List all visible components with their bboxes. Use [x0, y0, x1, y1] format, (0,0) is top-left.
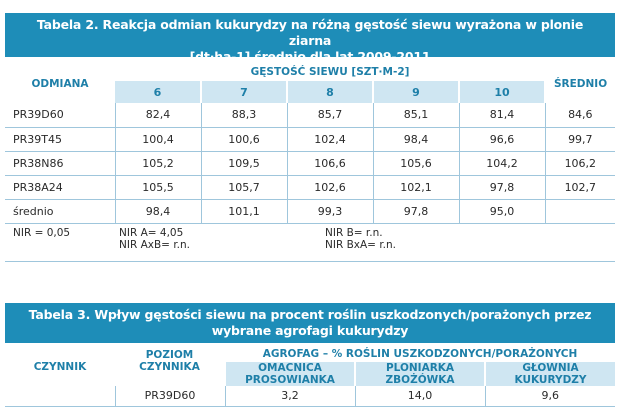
density-header: 6	[115, 81, 201, 103]
table-2-grid	[5, 57, 615, 262]
table-2-title	[5, 13, 615, 64]
nir-bxa: NIR BxA= r.n.	[325, 238, 397, 251]
table-row	[5, 386, 615, 406]
table-cell: 97,8	[373, 199, 459, 223]
table-3-title-line1: Tabela 3. Wpływ gęstości siewu na procent roślin uszkodzonych/porażonych przez	[28, 307, 592, 322]
table-cell: 95,0	[459, 199, 545, 223]
mean-cell: 84,6	[545, 103, 615, 127]
table-row	[5, 151, 615, 175]
row-label: PR39D60	[5, 103, 115, 127]
agrofag-subheader: PLONIARKA ZBOŻÓWKA	[355, 362, 485, 386]
table-cell: 102,4	[287, 127, 373, 151]
table-cell: 101,1	[201, 199, 287, 223]
table-cell: 99,3	[287, 199, 373, 223]
table-cell: 85,1	[373, 103, 459, 127]
table-cell: 9,6	[485, 386, 615, 406]
nir-b: NIR B= r.n.	[325, 226, 383, 239]
row-label: średnio	[5, 199, 115, 223]
table-cell: 98,4	[373, 127, 459, 151]
table-cell: 97,8	[459, 175, 545, 199]
nir-label: NIR = 0,05	[5, 223, 115, 261]
table-cell: 81,4	[459, 103, 545, 127]
mean-cell: 99,7	[545, 127, 615, 151]
col-header-czynnik: CZYNNIK	[33, 360, 87, 373]
table-cell: 105,5	[115, 175, 201, 199]
col-header-agrofag: AGROFAG – % ROŚLIN USZKODZONYCH/PORAŻONYCH	[262, 348, 578, 360]
table-cell: 106,6	[287, 151, 373, 175]
col-header-odmiana: ODMIANA	[31, 78, 89, 90]
density-header: 9	[373, 81, 459, 103]
table-cell: 85,7	[287, 103, 373, 127]
table-row	[5, 127, 615, 151]
table-row	[5, 103, 615, 127]
row-label: PR38N86	[5, 151, 115, 175]
nir-a-block	[115, 223, 287, 261]
poziom-cell: PR39D60	[115, 386, 225, 406]
table-cell: 105,7	[201, 175, 287, 199]
czynnik-cell	[5, 386, 115, 406]
table-2	[5, 13, 615, 262]
table-cell: 98,4	[115, 199, 201, 223]
table-cell: 14,0	[355, 386, 485, 406]
table-cell: 100,6	[201, 127, 287, 151]
table-cell: 105,6	[373, 151, 459, 175]
mean-cell: 102,7	[545, 175, 615, 199]
table-cell: 100,4	[115, 127, 201, 151]
agrofag-subheader: GŁOWNIA KUKURYDZY	[485, 362, 615, 386]
mean-cell: 106,2	[545, 151, 615, 175]
nir-a: NIR A= 4,05	[119, 226, 184, 239]
mean-cell	[545, 199, 615, 223]
table-cell: 102,6	[287, 175, 373, 199]
table-cell: 105,2	[115, 151, 201, 175]
density-header: 8	[287, 81, 373, 103]
table-cell: 88,3	[201, 103, 287, 127]
table-cell: 82,4	[115, 103, 201, 127]
nir-axb: NIR AxB= r.n.	[119, 238, 191, 251]
row-label: PR39T45	[5, 127, 115, 151]
table-cell: 102,1	[373, 175, 459, 199]
table-cell: 96,6	[459, 127, 545, 151]
table-3-title-line2: wybrane agrofagi kukurydzy	[211, 323, 409, 338]
col-header-srednio: ŚREDNIO	[553, 78, 608, 90]
table-3	[5, 303, 615, 407]
nir-row	[5, 223, 615, 261]
table-2-title-line2: [dt·ha-1] średnio dla lat 2009-2011	[189, 49, 431, 64]
col-header-poziom: POZIOM CZYNNIKA	[139, 349, 200, 373]
agrofag-subheader: OMACNICA PROSOWIANKA	[225, 362, 355, 386]
table-cell: 3,2	[225, 386, 355, 406]
table-row	[5, 199, 615, 223]
table-cell: 104,2	[459, 151, 545, 175]
table-row	[5, 175, 615, 199]
col-header-gestosc: GĘSTOŚĆ SIEWU [SZT·M-2]	[250, 66, 410, 78]
row-label: PR38A24	[5, 175, 115, 199]
density-header: 10	[459, 81, 545, 103]
table-cell: 109,5	[201, 151, 287, 175]
nir-b-block	[287, 223, 459, 261]
table-2-title-line1: Tabela 2. Reakcja odmian kukurydzy na różną gęstość siewu wyrażona w plonie ziarna	[36, 17, 584, 48]
table-3-grid	[5, 343, 615, 407]
density-header: 7	[201, 81, 287, 103]
table-3-title	[5, 303, 615, 343]
